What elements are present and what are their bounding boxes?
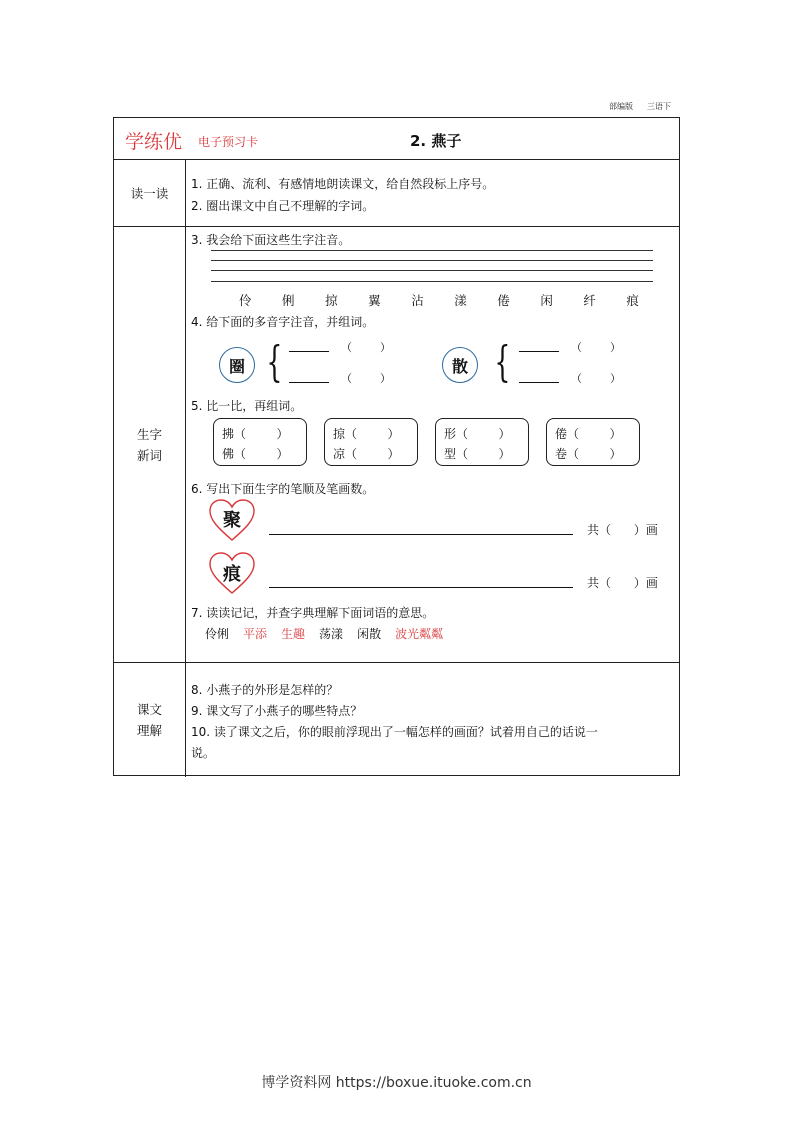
compare-box — [546, 418, 640, 466]
section-comprehension — [114, 663, 679, 777]
question-3: 3. 我会给下面这些生字注音。 — [191, 233, 351, 247]
vocab-word: 闲散 — [357, 627, 382, 641]
edition-tag — [595, 101, 671, 112]
pinyin-line — [211, 250, 653, 251]
brace-icon: { — [266, 337, 283, 386]
brace-icon: { — [494, 337, 511, 386]
char: 闲 — [540, 293, 553, 308]
stroke-order-line[interactable] — [269, 587, 573, 588]
char: 俐 — [282, 293, 295, 308]
question-5: 5. 比一比，再组词。 — [191, 399, 303, 413]
question-4: 4. 给下面的多音字注音，并组词。 — [191, 315, 375, 329]
read-item-2: 2. 圈出课文中自己不理解的字词。 — [191, 199, 375, 213]
compare-box — [324, 418, 418, 466]
vocab-word: 平添 — [243, 627, 268, 641]
stroke-char: 痕 — [223, 564, 241, 585]
section-read-label — [114, 160, 186, 226]
question-10: 10. 读了课文之后，你的眼前浮现出了一幅怎样的画面？试着用自己的话说一 — [191, 725, 598, 739]
vocab-word: 波光粼粼 — [395, 627, 444, 641]
pinyin-paren: （ ） — [571, 372, 621, 385]
answer-blank[interactable] — [519, 351, 559, 352]
pinyin-line — [211, 281, 653, 282]
question-7: 7. 读读记记，并查字典理解下面词语的意思。 — [191, 606, 435, 620]
pinyin-line — [211, 270, 653, 271]
compare-item: 卷（ ） — [555, 447, 622, 461]
compare-item: 形（ ） — [444, 427, 511, 441]
section-text-label — [114, 663, 186, 777]
char: 纤 — [583, 293, 596, 308]
vocab-word: 伶俐 — [205, 627, 230, 641]
grade-label: 三语下 — [647, 102, 671, 111]
words-label-line2: 新词 — [136, 447, 162, 463]
text-label-line1: 课文 — [136, 702, 162, 717]
pinyin-line — [211, 260, 653, 261]
compare-box — [213, 418, 307, 466]
char: 掠 — [325, 293, 338, 308]
question-9: 9. 课文写了小燕子的哪些特点？ — [191, 704, 363, 718]
question-6: 6. 写出下面生字的笔顺及笔画数。 — [191, 482, 375, 496]
section-new-words — [114, 227, 679, 663]
vocab-word: 荡漾 — [319, 627, 344, 641]
stroke-order-line[interactable] — [269, 534, 573, 535]
char: 倦 — [497, 293, 510, 308]
footer-source: 博学资料网 https://boxue.ituoke.com.cn — [261, 1075, 532, 1091]
compare-item: 掠（ ） — [333, 427, 400, 441]
section-read-label-text: 读一读 — [130, 185, 169, 201]
answer-blank[interactable] — [519, 382, 559, 383]
title-row — [114, 118, 679, 160]
answer-blank[interactable] — [289, 382, 329, 383]
char: 伶 — [239, 293, 252, 308]
compare-item: 佛（ ） — [222, 447, 289, 461]
stroke-count: 共（ ）画 — [587, 576, 658, 590]
brand-logo: 学练优 — [125, 131, 183, 153]
pinyin-paren: （ ） — [341, 372, 391, 385]
char: 翼 — [368, 293, 381, 308]
read-item-1: 1. 正确、流利、有感情地朗读课文，给自然段标上序号。 — [191, 177, 495, 191]
pinyin-paren: （ ） — [571, 341, 621, 354]
section-words-label — [114, 227, 186, 662]
brand-subtitle: 电子预习卡 — [198, 135, 259, 149]
lesson-title: 2. 燕子 — [410, 132, 462, 150]
stroke-char: 聚 — [223, 510, 241, 531]
section-read — [114, 160, 679, 227]
text-label-line2: 理解 — [136, 723, 162, 738]
compare-item: 倦（ ） — [555, 427, 622, 441]
compare-box — [435, 418, 529, 466]
pinyin-paren: （ ） — [341, 341, 391, 354]
preview-card — [113, 117, 680, 776]
char: 痕 — [626, 293, 639, 308]
compare-item: 凉（ ） — [333, 447, 400, 461]
polyphone-circle: 散 — [442, 347, 478, 383]
char: 沾 — [411, 293, 424, 308]
stroke-count: 共（ ）画 — [587, 523, 658, 537]
answer-blank[interactable] — [289, 351, 329, 352]
vocab-word: 生趣 — [281, 627, 306, 641]
compare-item: 拂（ ） — [222, 427, 289, 441]
polyphone-circle: 圈 — [219, 347, 255, 383]
vocab-words — [205, 627, 457, 641]
edition-label: 部编版 — [609, 102, 633, 111]
char: 漾 — [454, 293, 467, 308]
words-label-line1: 生字 — [136, 426, 162, 442]
pinyin-chars — [239, 291, 639, 309]
question-10-cont: 说。 — [191, 746, 216, 760]
compare-item: 型（ ） — [444, 447, 511, 461]
vocab-list — [205, 625, 457, 642]
question-8: 8. 小燕子的外形是怎样的？ — [191, 683, 339, 697]
